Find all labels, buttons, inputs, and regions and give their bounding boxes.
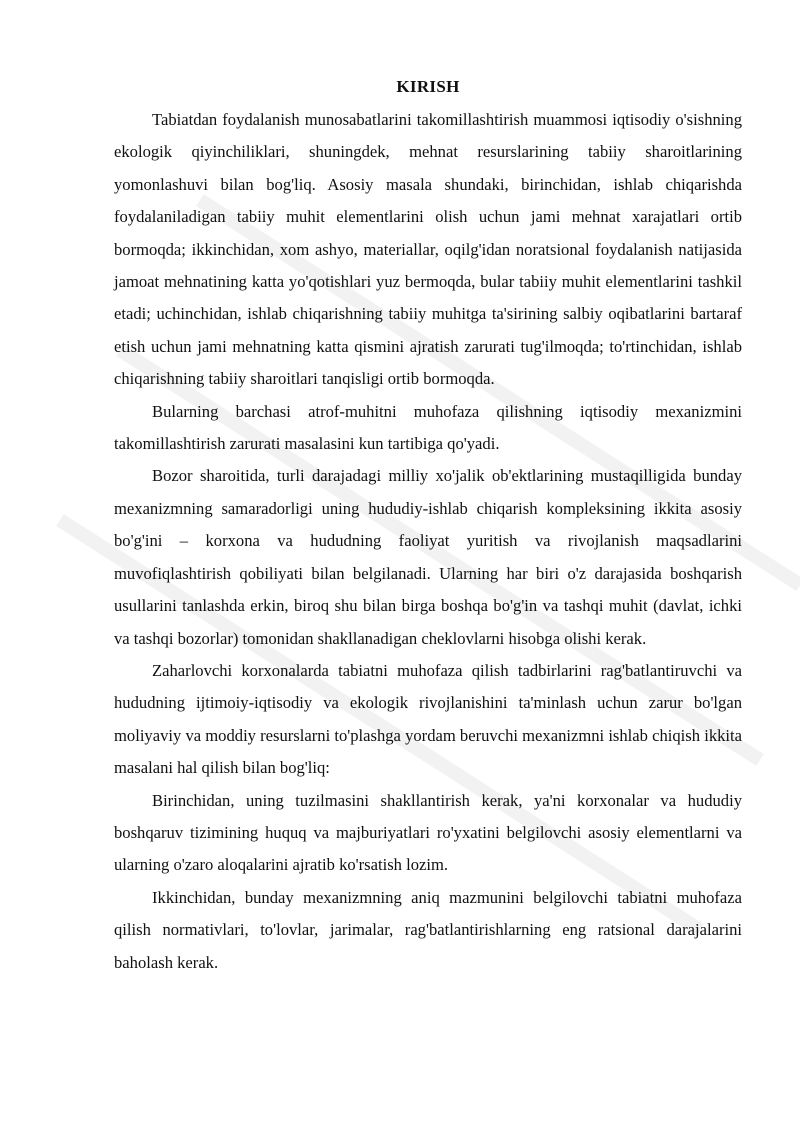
- document-body: [114, 72, 742, 979]
- paragraph-6: Ikkinchidan, bunday mexanizmning aniq mazmunini belgilovchi tabiatni muhofaza qilish normativlari, to'lovlar, jarimalar, rag'batlantirishlarning eng ratsional darajalarini baholash kerak.: [114, 887, 742, 972]
- paragraph-5: Birinchidan, uning tuzilmasini shakllantirish kerak, ya'ni korxonalar va hududiy boshqaruv tizimining huquq va majburiyatlari ro'yxatini belgilovchi asosiy elementlarni va ularning o'zaro aloqalarini ajratib ko'rsatish lozim.: [114, 790, 742, 875]
- paragraph-3: Bozor sharoitida, turli darajadagi milliy xo'jalik ob'ektlarining mustaqilligida bunday mexanizmning samaradorligi uning hududiy-ishlab chiqarish kompleksining ikkita asosiy bo'g'ini – korxona va hududning faoliyat yuritish va rivojlanish maqsadlarini muvofiqlashtirish qobiliyati bilan belgilanadi. Ularning har biri o'z darajasida boshqarish usullarini tanlashda erkin, biroq shu bilan birga boshqa bo'g'in va tashqi muhit (davlat, ichki va tashqi bozorlar) tomonidan shakllanadigan cheklovlarni hisobga olishi kerak.: [114, 466, 742, 648]
- page-title: KIRISH: [396, 77, 460, 96]
- paragraph-1: Tabiatdan foydalanish munosabatlarini takomillashtirish muammosi iqtisodiy o'sishning ekologik qiyinchiliklari, shuningdek, mehnat resurslarining tabiiy sharoitlarining yomonlashuvi bilan bog'liq. Asosiy masala shundaki, birinchidan, ishlab chiqarishda foydalaniladigan tabiiy muhit elementlarini olish uchun jami mehnat xarajatlari ortib bormoqda; ikkinchidan, xom ashyo, materiallar, oqilg'idan noratsional foydalanish natijasida jamoat mehnatining katta yo'qotishlari yuz bermoqda, bular tabiiy muhit elementlarini tashkil etadi; uchinchidan, ishlab chiqarishning tabiiy muhitga ta'sirining salbiy oqibatlarini bartaraf etish uchun jami mehnatning katta qismini ajratish zarurati tug'ilmoqda; to'rtinchidan, ishlab chiqarishning tabiiy sharoitlari tanqisligi ortib bormoqda.: [114, 110, 742, 389]
- paragraph-4: Zaharlovchi korxonalarda tabiatni muhofaza qilish tadbirlarini rag'batlantiruvchi va hududning ijtimoiy-iqtisodiy va ekologik rivojlanishini ta'minlash uchun zarur bo'lgan moliyaviy va moddiy resurslarni to'plashga yordam beruvchi mexanizmni ishlab chiqish ikkita masalani hal qilish bilan bog'liq:: [114, 660, 742, 778]
- paragraph-2: Bularning barchasi atrof-muhitni muhofaza qilishning iqtisodiy mexanizmini takomillashtirish zarurati masalasini kun tartibiga qo'yadi.: [114, 401, 742, 454]
